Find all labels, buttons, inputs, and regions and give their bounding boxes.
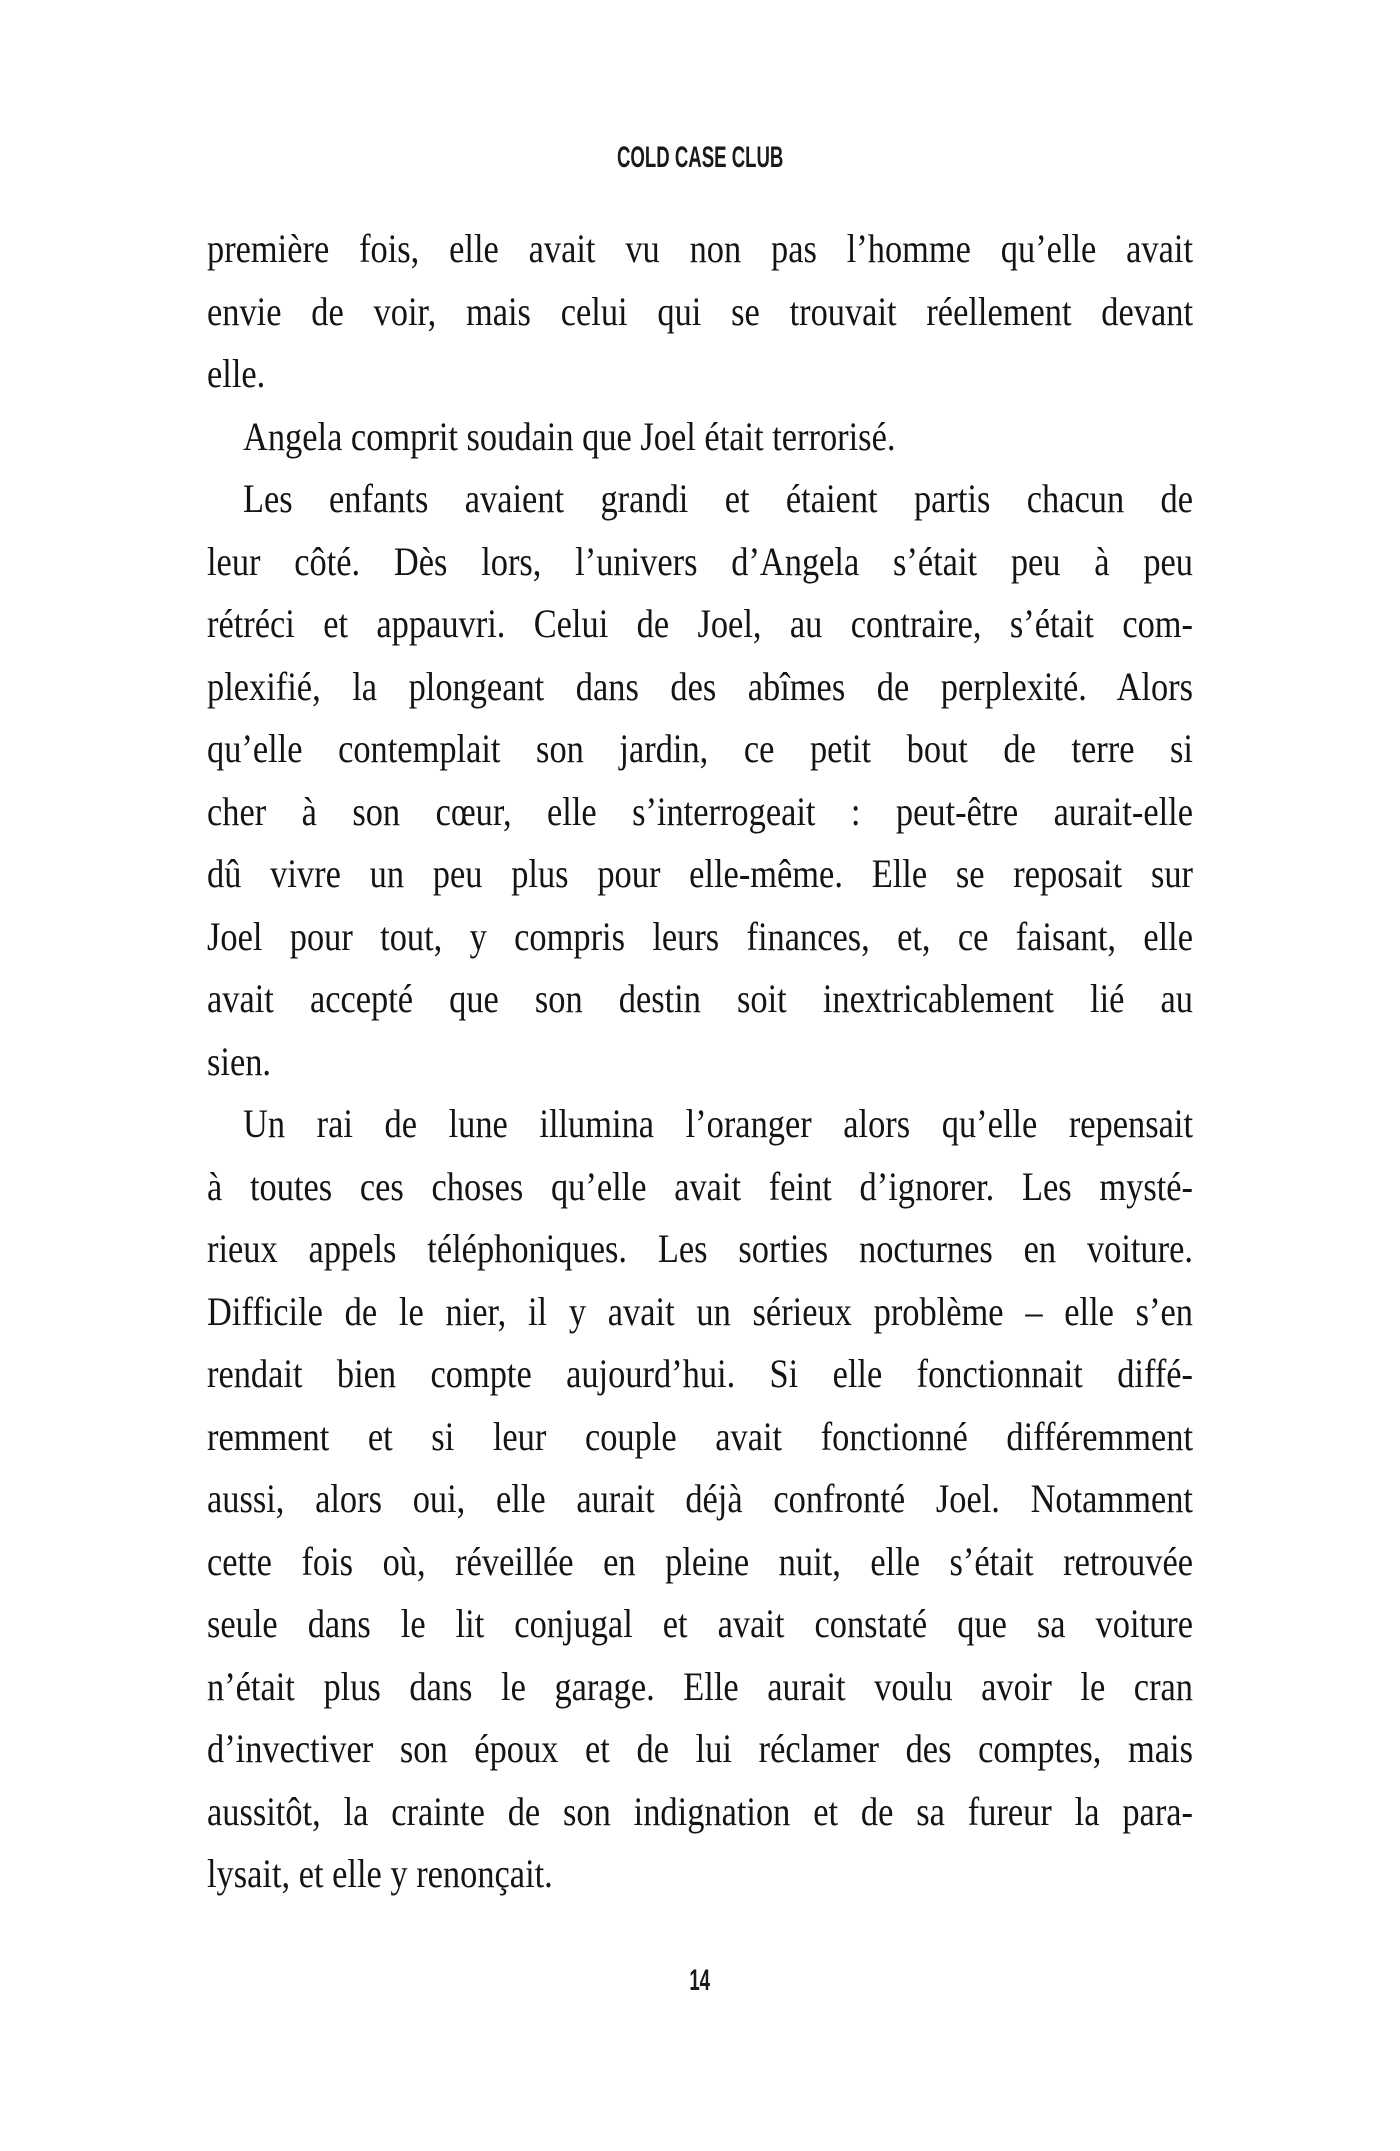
text-line: Un rai de lune illumina l’oranger alors qu’elle repensait: [243, 1101, 1194, 1146]
text-line: avait accepté que son destin soit inextricablement lié au: [207, 976, 1194, 1021]
text-line: aussitôt, la crainte de son indignation et de sa fureur la para-: [207, 1788, 1194, 1834]
text-line: leur côté. Dès lors, l’univers d’Angela s’était peu à peu: [207, 538, 1194, 584]
text-line: rétréci et appauvri. Celui de Joel, au contraire, s’était com-: [207, 601, 1194, 646]
text-line: envie de voir, mais celui qui se trouvait réellement devant: [207, 288, 1194, 334]
paragraph: [207, 412, 1193, 475]
text-line: d’invectiver son époux et de lui réclamer des comptes, mais: [207, 1726, 1194, 1771]
text-line: qu’elle contemplait son jardin, ce petit bout de terre si: [207, 726, 1193, 771]
body-text: [207, 224, 1193, 1912]
text-line: elle.: [207, 351, 266, 396]
text-line: remment et si leur couple avait fonctionné différemment: [207, 1413, 1194, 1459]
text-line: rendait bien compte aujourd’hui. Si elle fonctionnait diffé-: [207, 1351, 1194, 1396]
text-line: première fois, elle avait vu non pas l’homme qu’elle avait: [207, 226, 1194, 271]
text-line: lysait, et elle y renonçait.: [207, 1851, 553, 1896]
paragraph: [207, 474, 1193, 1099]
text-line: Joel pour tout, y compris leurs finances, et, ce faisant, elle: [207, 913, 1194, 959]
book-title: COLD CASE CLUB: [616, 141, 784, 174]
paragraph: [207, 224, 1193, 412]
text-line: cette fois où, réveillée en pleine nuit, elle s’était retrouvée: [207, 1538, 1193, 1584]
page-number: [0, 1963, 1400, 1999]
text-line: seule dans le lit conjugal et avait constaté que sa voiture: [207, 1601, 1194, 1646]
running-head: [0, 140, 1400, 176]
page-number-text: 14: [689, 1964, 711, 1997]
text-line: cher à son cœur, elle s’interrogeait : peut-être aurait-elle: [207, 788, 1194, 834]
text-line: Les enfants avaient grandi et étaient partis chacun de: [243, 476, 1194, 521]
text-line: Angela comprit soudain que Joel était terrorisé.: [243, 413, 896, 459]
paragraph: [207, 1099, 1193, 1912]
text-line: plexifié, la plongeant dans des abîmes de perplexité. Alors: [207, 663, 1193, 709]
text-line: sien.: [207, 1038, 272, 1084]
text-line: Difficile de le nier, il y avait un sérieux problème – elle s’en: [207, 1288, 1194, 1334]
text-line: à toutes ces choses qu’elle avait feint d’ignorer. Les mysté-: [207, 1163, 1193, 1209]
text-line: dû vivre un peu plus pour elle-même. Elle se reposait sur: [207, 851, 1193, 896]
text-line: rieux appels téléphoniques. Les sorties nocturnes en voiture.: [207, 1226, 1194, 1271]
text-line: aussi, alors oui, elle aurait déjà confronté Joel. Notamment: [207, 1476, 1194, 1521]
text-line: n’était plus dans le garage. Elle aurait voulu avoir le cran: [207, 1663, 1193, 1709]
